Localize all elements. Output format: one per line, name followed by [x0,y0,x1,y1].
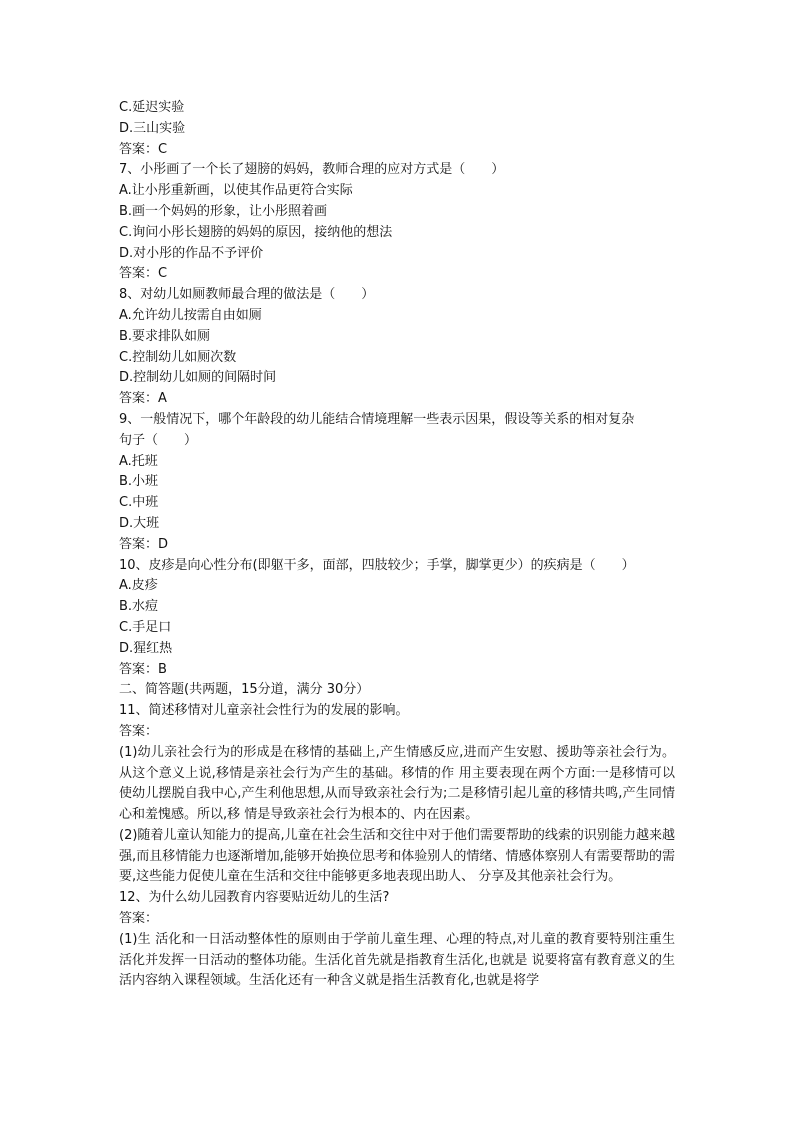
answer-q12-paragraph-1: (1)生 活化和一日活动整体性的原则由于学前儿童生理、心理的特点,对儿童的教育要特别注重生活化并发挥一日活动的整体功能。生活化首先就是指教育生活化,也就是 说要将富有教育意义的生活内容纳入课程领域。生活化还有一种含义就是指生活教育化,也就是将学 [119,931,675,989]
option-d-q8: D.控制幼儿如厕的间隔时间 [119,370,277,386]
answer-label-q12: 答案： [119,911,159,927]
question-9-line2: 句子（ ） [119,432,198,448]
option-a-q7: A.让小彤重新画，以使其作品更符合实际 [119,183,353,199]
section-heading-short-answer: 二、简答题(共两题，15分道，满分 30分） [119,682,370,698]
option-c-q7: C.询问小彤长翅膀的妈妈的原因，接纳他的想法 [119,224,393,240]
question-10: 10、皮疹是向心性分布(即躯干多，面部，四肢较少；手掌，脚掌更少）的疾病是（ ） [119,557,635,573]
answer-q7: 答案：C [119,266,168,282]
question-12: 12、为什么幼儿园教育内容要贴近幼儿的生活? [119,890,390,906]
question-7: 7、小彤画了一个长了翅膀的妈妈，教师合理的应对方式是（ ） [119,162,505,178]
option-a-q9: A.托班 [119,453,158,469]
option-c-q9: C.中班 [119,495,159,511]
answer-q6: 答案：C [119,141,168,157]
question-8: 8、对幼儿如厕教师最合理的做法是（ ） [119,287,375,303]
answer-q11-paragraph-1: (1)幼儿亲社会行为的形成是在移情的基础上,产生情感反应,进而产生安慰、援助等亲社会行为。从这个意义上说,移情是亲社会行为产生的基础。移情的作 用主要表现在两个方面:一是移情可以使幼儿摆脱自我中心,产生利他思想,从而导致亲社会行为;二是移情引起儿童的移情共鸣,产生同情心和羞愧感。所以,移 情是导致亲社会行为根本的、内在因素。 [119,744,675,823]
document-body [119,98,675,992]
option-c-q8: C.控制幼儿如厕次数 [119,349,237,365]
answer-q10: 答案：B [119,661,167,677]
question-9-line1: 9、一般情况下，哪个年龄段的幼儿能结合情境理解一些表示因果，假设等关系的相对复杂 [119,411,635,427]
answer-q11-paragraph-2: (2)随着儿童认知能力的提高,儿童在社会生活和交往中对于他们需要帮助的线索的识别能力越来越 强,而且移情能力也逐渐增加,能够开始换位思考和体验别人的情绪、情感体察别人有需要帮助的需要,这些能力促使儿童在生活和交往中能够更多地表现出助人、 分享及其他亲社会行为。 [119,827,675,885]
answer-label-q11: 答案： [119,723,159,739]
option-b-q9: B.小班 [119,474,159,490]
answer-q8: 答案：A [119,391,167,407]
option-d-q6: D.三山实验 [119,120,186,136]
option-b-q7: B.画一个妈妈的形象，让小彤照着画 [119,203,328,219]
option-b-q8: B.要求排队如厕 [119,328,211,344]
option-c-q6: C.延迟实验 [119,100,185,115]
option-d-q9: D.大班 [119,515,160,531]
option-a-q8: A.允许幼儿按需自由如厕 [119,307,262,323]
question-11: 11、简述移情对儿童亲社会性行为的发展的影响。 [119,703,409,719]
option-d-q7: D.对小彤的作品不予评价 [119,245,264,261]
option-a-q10: A.皮疹 [119,578,158,594]
option-b-q10: B.水痘 [119,599,159,615]
option-d-q10: D.猩红热 [119,640,173,656]
option-c-q10: C.手足口 [119,619,172,635]
answer-q9: 答案：D [119,536,169,552]
